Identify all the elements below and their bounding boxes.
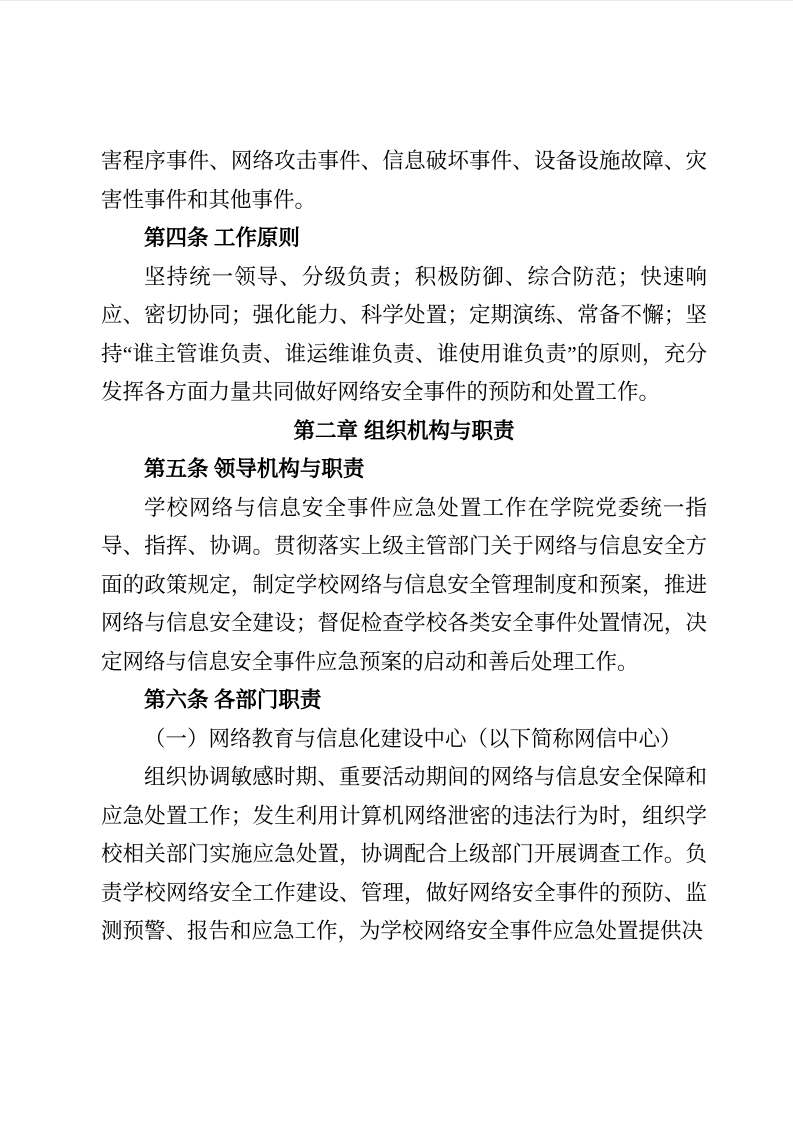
paragraph: 害程序事件、网络攻击事件、信息破坏事件、设备设施故障、灾害性事件和其他事件。 <box>101 149 707 212</box>
article-heading: 第四条 工作原则 <box>144 226 300 250</box>
article-heading: 第五条 领导机构与职责 <box>144 457 365 481</box>
chapter-heading: 第二章 组织机构与职责 <box>293 418 515 443</box>
paragraph: 学校网络与信息安全事件应急处置工作在学院党委统一指导、指挥、协调。贯彻落实上级主管部门关于网络与信息安全方面的政策规定，制定学校网络与信息安全管理制度和预案，推进网络与信息安全建设；督促检查学校各类安全事件处置情况，决定网络与信息安全事件应急预案的启动和善后处理工作。 <box>101 495 707 674</box>
paragraph: （一）网络教育与信息化建设中心（以下简称网信中心） <box>144 726 682 751</box>
paragraph: 组织协调敏感时期、重要活动期间的网络与信息安全保障和应急处置工作；发生利用计算机网络泄密的违法行为时，组织学校相关部门实施应急处置，协调配合上级部门开展调查工作。负责学校网络安全工作建设、管理，做好网络安全事件的预防、监测预警、报告和应急工作，为学校网络安全事件应急处置提供决 <box>101 765 707 943</box>
paragraph: 坚持统一领导、分级负责；积极防御、综合防范；快速响应、密切协同；强化能力、科学处置；定期演练、常备不懈；坚持“谁主管谁负责、谁运维谁负责、谁使用谁负责”的原则，充分发挥各方面力量共同做好网络安全事件的预防和处置工作。 <box>101 264 707 404</box>
document-content <box>101 1 707 951</box>
article-heading: 第六条 各部门职责 <box>144 688 322 712</box>
